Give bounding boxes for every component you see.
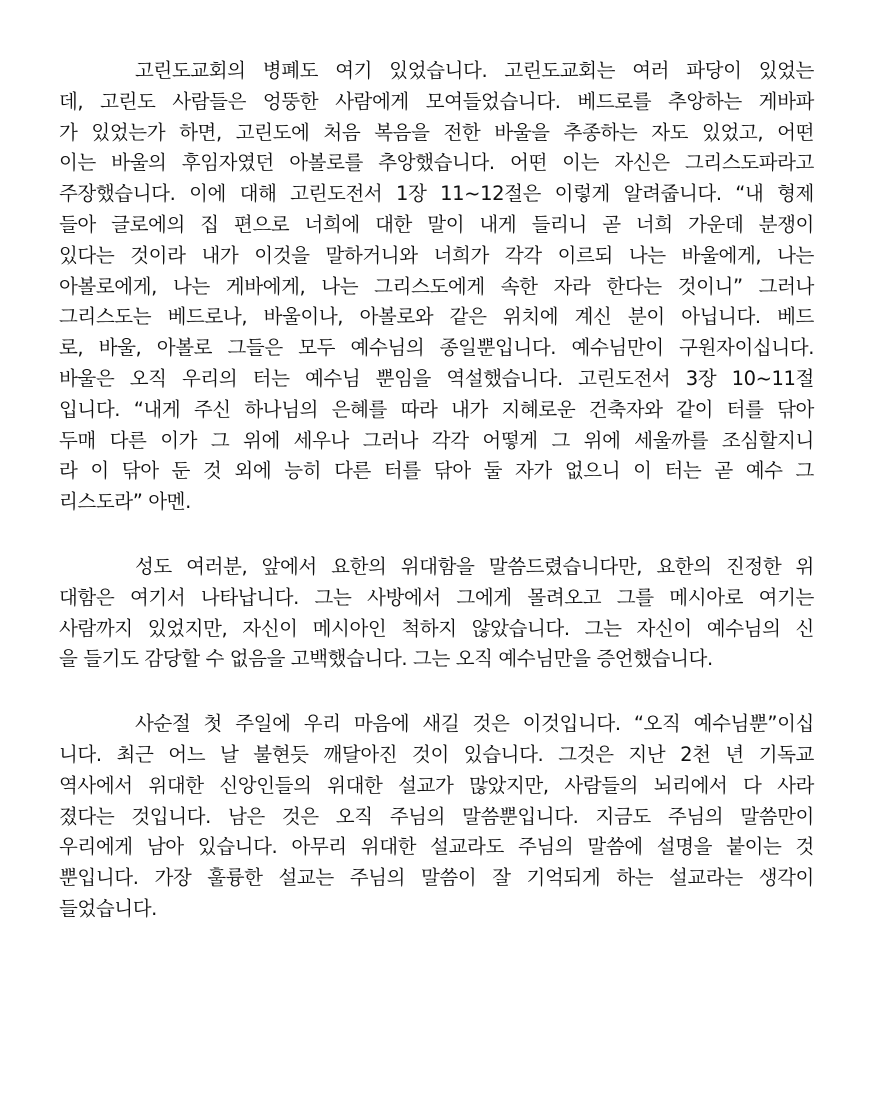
- text-line: 고린도교회의 병폐도 여기 있었습니다. 고린도교회는 여러 파당이 있었는: [135, 59, 814, 82]
- paragraph-1: [59, 56, 814, 518]
- text-line: 들었습니다.: [59, 896, 157, 920]
- text-line: 있다는 것이라 내가 이것을 말하거니와 너희가 각각 이르되 나는 바울에게, 나는: [59, 243, 814, 267]
- paragraph-3: [59, 709, 814, 925]
- text-line: 아볼로에게, 나는 게바에게, 나는 그리스도에게 속한 자라 한다는 것이니” 그러나: [59, 274, 814, 298]
- text-line: 우리에게 남아 있습니다. 아무리 위대한 설교라도 주님의 말씀에 설명을 붙이는 것: [59, 835, 814, 859]
- text-line: 졌다는 것입니다. 남은 것은 오직 주님의 말씀뿐입니다. 지금도 주님의 말씀만이: [59, 804, 814, 828]
- text-line: 뿐입니다. 가장 훌륭한 설교는 주님의 말씀이 잘 기억되게 하는 설교라는 생각이: [59, 866, 814, 890]
- text-line: 두매 다른 이가 그 위에 세우나 그러나 각각 어떻게 그 위에 세울까를 조심할지니: [59, 428, 814, 452]
- document-page: [59, 56, 814, 959]
- text-line: 로, 바울, 아볼로 그들은 모두 예수님의 종일뿐입니다. 예수님만이 구원자이십니다.: [59, 336, 814, 360]
- text-line: 들아 글로에의 집 편으로 너희에 대한 말이 내게 들리니 곧 너희 가운데 분쟁이: [59, 212, 814, 236]
- text-line: 입니다. “내게 주신 하나님의 은혜를 따라 내가 지혜로운 건축자와 같이 터를 닦아: [59, 397, 814, 421]
- text-line: 이는 바울의 후임자였던 아볼로를 추앙했습니다. 어떤 이는 자신은 그리스도파라고: [59, 151, 814, 175]
- text-line: 가 있었는가 하면, 고린도에 처음 복음을 전한 바울을 추종하는 자도 있었고, 어떤: [59, 120, 814, 144]
- text-line: 역사에서 위대한 신앙인들의 위대한 설교가 많았지만, 사람들의 뇌리에서 다 사라: [59, 773, 814, 797]
- text-line: 바울은 오직 우리의 터는 예수님 뿐임을 역설했습니다. 고린도전서 3장 10~11절: [59, 366, 814, 390]
- text-line: 성도 여러분, 앞에서 요한의 위대함을 말씀드렸습니다만, 요한의 진정한 위: [135, 554, 814, 578]
- text-line: 데, 고린도 사람들은 엉뚱한 사람에게 모여들었습니다. 베드로를 추앙하는 게바파: [59, 89, 814, 113]
- text-line: 대함은 여기서 나타납니다. 그는 사방에서 그에게 몰려오고 그를 메시아로 여기는: [59, 585, 814, 609]
- paragraph-2: [59, 552, 814, 675]
- text-line: 리스도라” 아멘.: [59, 490, 191, 514]
- text-line: 을 들기도 감당할 수 없음을 고백했습니다. 그는 오직 예수님만을 증언했습니다.: [59, 647, 713, 671]
- text-line: 주장했습니다. 이에 대해 고린도전서 1장 11~12절은 이렇게 알려줍니다. “내 형제: [59, 182, 814, 206]
- text-line: 사순절 첫 주일에 우리 마음에 새길 것은 이것입니다. “오직 예수님뿐”이십: [135, 712, 814, 736]
- text-line: 라 이 닦아 둔 것 외에 능히 다른 터를 닦아 둘 자가 없으니 이 터는 곧 예수 그: [59, 459, 814, 483]
- text-line: 사람까지 있었지만, 자신이 메시아인 척하지 않았습니다. 그는 자신이 예수님의 신: [59, 616, 814, 640]
- text-line: 그리스도는 베드로나, 바울이나, 아볼로와 같은 위치에 계신 분이 아닙니다. 베드: [59, 305, 814, 329]
- text-line: 니다. 최근 어느 날 불현듯 깨달아진 것이 있습니다. 그것은 지난 2천 년 기독교: [59, 742, 814, 766]
